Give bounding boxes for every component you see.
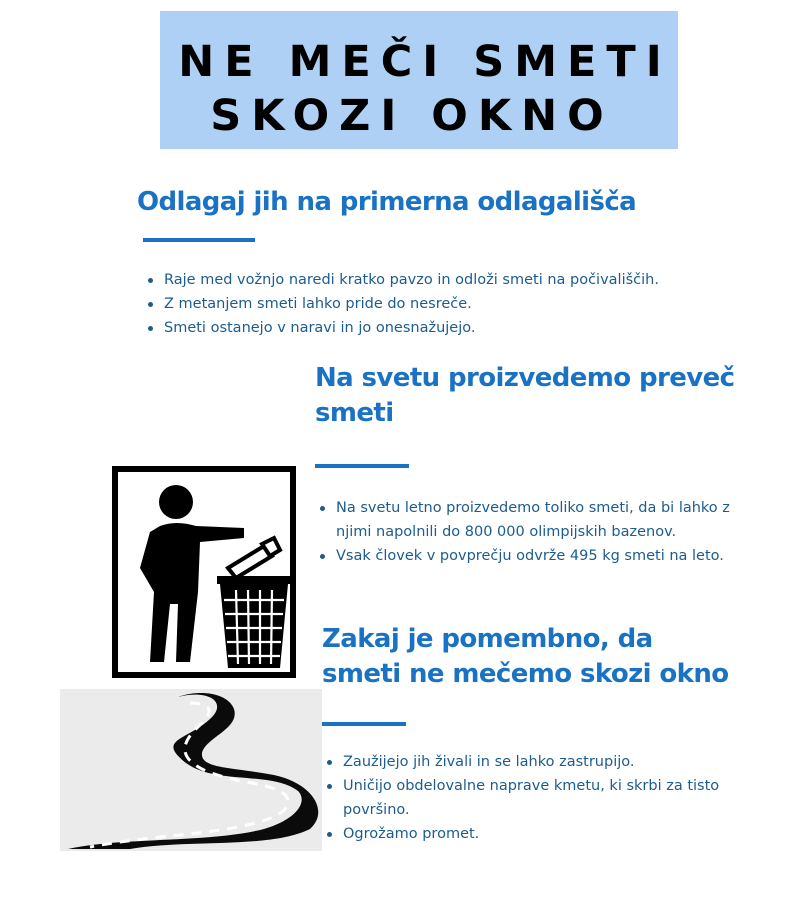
list-item: Z metanjem smeti lahko pride do nesreče. bbox=[146, 292, 766, 316]
list-item: Uničijo obdelovalne naprave kmetu, ki skrbi za tisto površino. bbox=[325, 774, 775, 822]
section-1-heading: Odlagaj jih na primerna odlagališča bbox=[137, 187, 637, 217]
section-3-heading-line-1: Zakaj je pomembno, da bbox=[322, 624, 653, 654]
section-2-rule bbox=[315, 464, 409, 468]
section-2-heading bbox=[315, 361, 734, 431]
trash-sign-image bbox=[112, 466, 296, 678]
section-3-rule bbox=[322, 722, 406, 726]
section-3-list bbox=[325, 750, 775, 846]
title-banner bbox=[160, 11, 678, 149]
list-item: Vsak človek v povprečju odvrže 495 kg smeti na leto. bbox=[318, 544, 788, 568]
list-item: Smeti ostanejo v naravi in jo onesnažujejo. bbox=[146, 316, 766, 340]
title-line-1: NE MEČI SMETI bbox=[178, 37, 672, 87]
list-item: Ogrožamo promet. bbox=[325, 822, 775, 846]
person-throwing-trash-in-bin-icon bbox=[118, 472, 290, 672]
section-1-rule bbox=[143, 238, 255, 242]
section-3-heading bbox=[322, 622, 729, 692]
title-line-2: SKOZI OKNO bbox=[210, 91, 614, 141]
section-2-heading-line-2: smeti bbox=[315, 398, 394, 428]
section-3-heading-line-2: smeti ne mečemo skozi okno bbox=[322, 659, 729, 689]
winding-road-icon bbox=[60, 689, 322, 851]
section-2-list bbox=[318, 496, 788, 568]
section-1-list bbox=[146, 268, 766, 340]
section-2-heading-line-1: Na svetu proizvedemo preveč bbox=[315, 363, 735, 393]
list-item: Na svetu letno proizvedemo toliko smeti, da bi lahko z njimi napolnili do 800 000 olimpijskih bazenov. bbox=[318, 496, 788, 544]
road-image bbox=[60, 689, 322, 851]
list-item: Zaužijejo jih živali in se lahko zastrupijo. bbox=[325, 750, 775, 774]
list-item: Raje med vožnjo naredi kratko pavzo in odloži smeti na počivališčih. bbox=[146, 268, 766, 292]
